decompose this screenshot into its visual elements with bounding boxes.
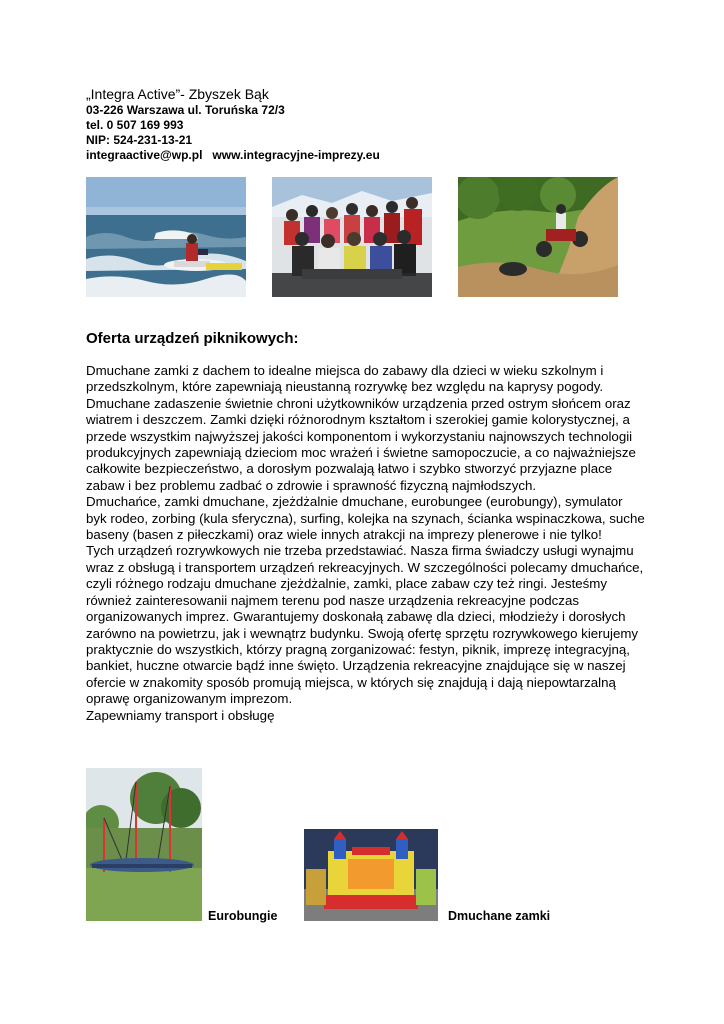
paragraph-1: Dmuchane zamki z dachem to idealne miejsca do zabawy dla dzieci w wieku szkolnym i przedszkolnym, które zapewniają nieustanną rozrywkę bez względu na kaprysy pogody. Dmuchane zadaszenie świetnie chroni użytkowników urządzenia przed ostrym słońcem oraz wiatrem i deszczem. Zamki dzięki różnorodnym kształtom i szerokiej gamie kolorystycznej, a przede wszystkim najwyższej jakości komponentom i wykorzystaniu najnowszych technologii produkcyjnych zapewniają dzieciom moc wrażeń i świetne samopoczucie, a co najważniejsze całkowite bezpieczeństwo, a dorosłym pozwalają łatwo i szybko stworzyć przyjazne place zabaw i bez problemu zadbać o zdrowie i sprawność fizyczną najmłodszych. <box>86 363 636 493</box>
quad-photo <box>458 177 618 297</box>
group-photo <box>272 177 432 297</box>
company-phone: tel. 0 507 169 993 <box>86 118 184 132</box>
company-address: 03-226 Warszawa ul. Toruńska 72/3 <box>86 103 285 117</box>
paragraph-3: Tych urządzeń rozrywkowych nie trzeba przedstawiać. Nasza firma świadczy usługi wynajmu wraz z obsługą i transportem urządzeń rekreacyjnych. W szczególności polecamy dmuchańce, czyli różnego rodzaju dmuchane zjeżdżalnie, zamki, place zabaw czy też ringi. Jesteśmy również zainteresowanii najmem terenu pod nasze urządzenia rekreacyjne podczas organizowanych imprez. Gwarantujemy doskonałą zabawę dla dzieci, młodzieży i dorosłych zarówno na powietrzu, jak i wewnątrz budynku. Swoją ofertę sprzętu rozrywkowego kierujemy praktycznie do wszystkich, którzy pragną zorganizować: festyn, piknik, imprezę integracyjną, bankiet, huczne otwarcie bądź inne święto. Urządzenia rekreacyjne znajdujące się w naszej ofercie w znakomity sposób promują miejsca, w których się znajdują i dają niepowtarzalną oprawę organizowanym imprezom. <box>86 543 644 707</box>
paragraph-2: Dmuchańce, zamki dmuchane, zjeżdżalnie dmuchane, eurobungee (eurobungy), symulator byk rodeo, zorbing (kula sferyczna), surfing, kolejka na szynach, ścianka wspinaczkowa, suche baseny (basen z piłeczkami) oraz wiele innych atrakcji na imprezy plenerowe i nie tylko! <box>86 494 645 543</box>
eurobungie-caption: Eurobungie <box>208 909 278 923</box>
company-nip: NIP: 524-231-13-21 <box>86 133 193 147</box>
paragraph-4: Zapewniamy transport i obsługę <box>86 707 275 723</box>
company-header <box>86 86 646 163</box>
company-contact <box>86 148 646 163</box>
bouncy-castle-photo <box>304 829 438 921</box>
company-website[interactable]: www.integracyjne-imprezy.eu <box>212 148 380 162</box>
offer-title: Oferta urządzeń piknikowych: <box>86 330 299 347</box>
bouncy-castle-caption: Dmuchane zamki <box>448 909 551 923</box>
offer-description <box>86 363 646 724</box>
eurobungie-photo <box>86 768 202 921</box>
company-name: „Integra Active”- Zbyszek Bąk <box>86 86 269 102</box>
company-email[interactable]: integraactive@wp.pl <box>86 148 203 162</box>
jetski-photo <box>86 177 246 297</box>
